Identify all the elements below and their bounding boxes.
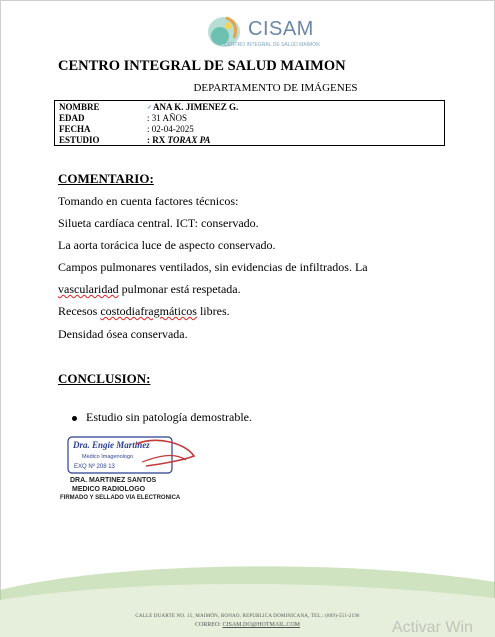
conclusion-text: Estudio sin patología demostrable. (86, 410, 252, 424)
comment-line-5 (58, 282, 241, 297)
patient-info-box (54, 100, 445, 146)
stamp-role-text: Medico Imagenologo (82, 454, 134, 460)
age-value: : 31 AÑOS (147, 113, 188, 123)
signature-block (70, 476, 156, 494)
document-title: CENTRO INTEGRAL DE SALUD MAIMON (58, 58, 346, 74)
name-label: NOMBRE (59, 102, 100, 112)
comment-line-6-c: libres. (196, 304, 230, 318)
spellcheck-word: costodiafragmáticos (100, 304, 197, 318)
age-label: EDAD (59, 113, 85, 123)
comment-line-1: Tomando en cuenta factores técnicos: (58, 194, 239, 208)
name-value-wrap (147, 102, 238, 113)
comment-line-5-rest: pulmonar está respetada. (118, 282, 241, 296)
date-label: FECHA (59, 124, 91, 134)
logo-subtitle: CENTRO INTEGRAL DE SALUD MAIMON (224, 42, 320, 48)
study-value-italic: TORAX PA (167, 135, 211, 145)
signature-stamp-icon (66, 434, 202, 478)
study-value-prefix: : RX (147, 135, 168, 145)
spellcheck-word: vascularidad (58, 282, 119, 296)
comment-line-6 (58, 304, 230, 319)
doctor-role: MEDICO RADIOLOGO (72, 486, 146, 493)
comment-heading: COMENTARIO: (58, 171, 154, 186)
study-label: ESTUDIO (59, 135, 100, 145)
study-value (147, 135, 210, 145)
footer-email-link: CISAM.DO@HOTMAIL.COM (222, 622, 301, 628)
comment-line-2: Silueta cardíaca central. ICT: conservado. (58, 216, 259, 230)
footer-email-prefix: CORREO: (194, 622, 223, 628)
date-value: : 02-04-2025 (147, 124, 194, 134)
department-name: DEPARTAMENTO DE IMÁGENES (193, 82, 358, 94)
comment-line-7: Densidad ósea conservada. (58, 327, 188, 341)
bullet-icon (72, 416, 77, 421)
logo-text: CISAM (248, 18, 314, 40)
conclusion-heading: CONCLUSION: (58, 371, 151, 386)
signature-note: FIRMADO Y SELLADO VIA ELECTRONICA (60, 495, 181, 501)
footer-address: CALLE DUARTE NO. 15, MAIMÓN, BONAO, REPUBLICA DOMINICANA, TEL.: (809)-551-2196 (135, 614, 360, 619)
conclusion-list-item (72, 410, 252, 425)
comment-line-4: Campos pulmonares ventilados, sin evidencias de infiltrados. La (58, 260, 368, 274)
comment-line-6-a: Recesos (58, 304, 101, 318)
name-value: ANA K. JIMENEZ G. (153, 102, 239, 112)
comment-line-3: La aorta torácica luce de aspecto conservado. (58, 238, 276, 252)
spell-check-icon: ✓ (147, 104, 153, 111)
stamp-exq-text: EXQ Nº 208 13 (74, 464, 115, 470)
activation-watermark: Activar Win (392, 619, 473, 636)
stamp-name-text: Dra. Engie Martinez (73, 440, 150, 450)
doctor-name: DRA. MARTINEZ SANTOS (70, 477, 157, 484)
